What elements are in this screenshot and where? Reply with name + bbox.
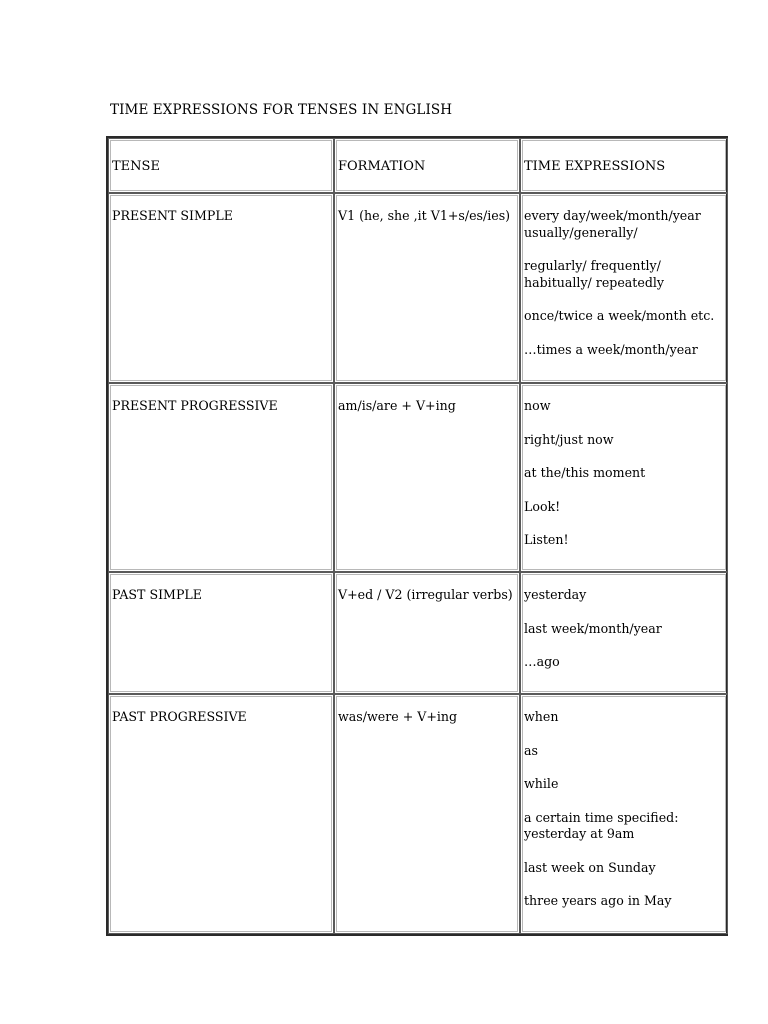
expression-line: Listen! [524,532,569,547]
expression-line: last week on Sunday [524,859,656,875]
expression-group [524,621,725,638]
formation-cell: V1 (he, she ,it V1+s/es/ies) [334,193,520,383]
expression-group [524,342,725,359]
expression-group [524,208,725,241]
expressions-cell [520,572,728,694]
expression-line: …times a week/month/year [524,341,698,357]
expression-line: every day/week/month/year [524,208,701,223]
formation-cell: am/is/are + V+ing [334,383,520,572]
expression-line: once/twice a week/month etc. [524,308,715,323]
expression-line: habitually/ repeatedly [524,274,665,290]
expression-group [524,499,725,516]
expression-group [524,532,725,549]
expressions-cell [520,694,728,934]
tense-cell: PRESENT PROGRESSIVE [108,383,334,572]
expression-group [524,398,725,415]
formation-cell: was/were + V+ing [334,694,520,934]
expression-line: three years ago in May [524,893,672,908]
expression-line: Look! [524,498,561,514]
expression-line: now [524,398,551,413]
tense-cell: PAST SIMPLE [108,572,334,694]
expression-group [524,743,725,760]
expression-line: regularly/ frequently/ [524,258,661,273]
expression-line: at the/this moment [524,465,646,480]
expression-group [524,465,725,482]
header-tense: TENSE [108,138,334,193]
tense-cell: PAST PROGRESSIVE [108,694,334,934]
tense-cell: PRESENT SIMPLE [108,193,334,383]
header-time-expressions: TIME EXPRESSIONS [520,138,728,193]
expression-line: a certain time specified: [524,809,679,825]
expression-line: last week/month/year [524,620,662,636]
expression-group [524,587,725,604]
expression-group [524,709,725,726]
expressions-cell [520,193,728,383]
expression-line: yesterday [524,587,587,602]
expression-group [524,893,725,910]
document-title: TIME EXPRESSIONS FOR TENSES IN ENGLISH [110,102,453,118]
expression-line: yesterday at 9am [524,826,635,841]
expression-group [524,308,725,325]
expression-group [524,432,725,449]
tenses-table [106,136,728,936]
expressions-cell [520,383,728,572]
expression-group [524,258,725,291]
expression-group [524,810,725,843]
expression-group [524,860,725,877]
expression-group [524,776,725,793]
expression-group [524,654,725,671]
expression-line: when [524,709,559,724]
expression-line: …ago [524,654,560,669]
expression-line: while [524,776,559,791]
formation-cell: V+ed / V2 (irregular verbs) [334,572,520,694]
expression-line: right/just now [524,431,614,447]
header-formation: FORMATION [334,138,520,193]
expression-line: usually/generally/ [524,224,638,240]
expression-line: as [524,742,538,758]
